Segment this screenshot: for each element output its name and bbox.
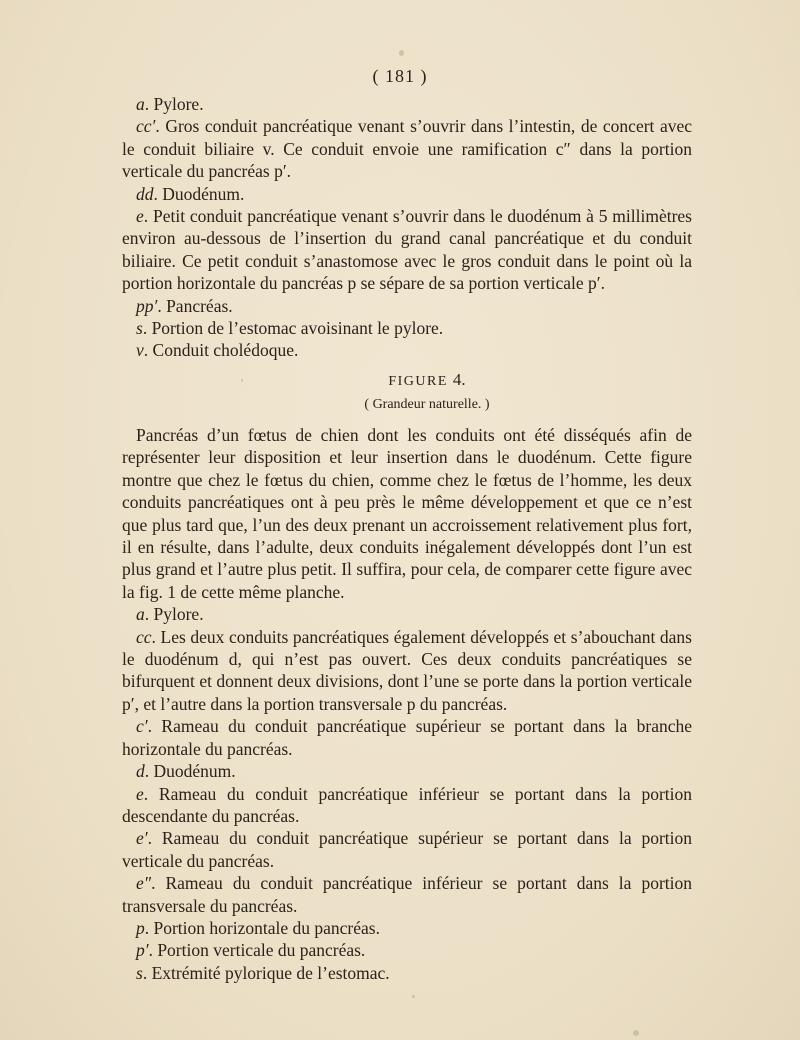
legend-key: s [136, 318, 143, 339]
legend-entry: e″. Rameau du conduit pancréatique inférieur se portant dans la portion transversale du pancréas. [122, 873, 693, 916]
legend-key: e [136, 206, 144, 227]
legend-entry: a. Pylore. [136, 94, 204, 114]
legend-key: e″ [136, 873, 152, 894]
legend-entry: a. Pylore. [136, 604, 204, 625]
legend-entry: e. Rameau du conduit pancréatique inférieur se portant dans la portion descendante du pancréas. [122, 783, 692, 826]
figure-number: 4. [452, 370, 466, 389]
legend-text: Duodénum. [162, 183, 245, 204]
legend-text: Rameau du conduit pancréatique inférieur se portant dans la portion transversale du pancréas. [122, 873, 693, 916]
legend-key: a [136, 94, 145, 114]
legend-text: Conduit cholédoque. [152, 340, 299, 361]
legend-key: dd [136, 183, 154, 204]
legend-key: pp′ [136, 295, 158, 316]
legend-key: e′ [136, 828, 148, 849]
figure-subtitle: ( Grandeur naturelle. ) [364, 397, 490, 412]
legend-entry: cc. Les deux conduits pancréatiques également développés et s’abouchant dans le duodénum d, qui n’est pas ouvert. Ces deux conduits pancréatiques se bifurquent et donnent deux divisions, dont l’une se porte dans la portion verticale p′, et l’autre dans la portion transversale p du pancréas. [122, 626, 692, 714]
legend-text: Portion horizontale du pancréas. [153, 917, 380, 938]
legend-key: s [136, 962, 143, 983]
legend-entry: dd. Duodénum. [136, 183, 245, 204]
legend-text: Pancréas. [166, 295, 233, 316]
figure-description-block [122, 424, 692, 984]
legend-key: a [136, 604, 145, 625]
legend-entry: s. Portion de l’estomac avoisinant le pylore. [136, 318, 444, 339]
legend-text: Extrémité pylorique de l’estomac. [151, 962, 390, 983]
figure-label: FIGURE [388, 374, 448, 389]
legend-text: Les deux conduits pancréatiques également développés et s’abouchant dans le duodénum d, qui n’est pas ouvert. Ces deux conduits pancréatiques se bifurquent et donnent deux divisions, dont l’une se porte dans la portion verticale p′, et l’autre dans la portion transversale p du pancréas. [122, 626, 692, 714]
page-number: ( 181 ) [372, 66, 428, 86]
legend-text: Pylore. [153, 604, 204, 625]
legend-key: p [136, 917, 145, 938]
legend-text: Rameau du conduit pancréatique inférieur se portant dans la portion descendante du pancréas. [122, 783, 692, 826]
legend-entry: p. Portion horizontale du pancréas. [136, 917, 380, 938]
paper-spot [412, 995, 415, 998]
legend-key: d [136, 761, 145, 782]
figure-description: Pancréas d’un fœtus de chien dont les conduits ont été disséqués afin de représenter leur disposition et leur insertion dans le duodénum. Cette figure montre que chez le fœtus du chien, comme chez le fœtus de l’homme, les deux conduits pancréatiques ont à peu près le même développement et que ce n’est que plus tard que, l’un des deux prenant un accroissement relativement plus fort, il en résulte, dans l’adulte, deux conduits inégalement développés dont l’un est plus grand et l’autre plus petit. Il suffira, pour cela, de comparer cette figure avec la fig. 1 de cette même planche. [122, 425, 692, 602]
legend-text: Pylore. [153, 94, 204, 114]
legend-text: Portion de l’estomac avoisinant le pylore. [151, 318, 444, 339]
legend-text: Rameau du conduit pancréatique supérieur se portant dans la branche horizontale du pancréas. [122, 716, 693, 759]
legend-key: v [136, 340, 144, 361]
legend-text: Portion verticale du pancréas. [157, 940, 366, 961]
legend-key: e [136, 783, 144, 804]
legend-entry: c′. Rameau du conduit pancréatique supérieur se portant dans la branche horizontale du pancréas. [122, 716, 693, 759]
legend-entry: p′. Portion verticale du pancréas. [136, 940, 366, 961]
legend-key: p′ [136, 940, 149, 961]
legend-key: cc′ [136, 116, 156, 137]
figure-heading [122, 369, 692, 417]
legend-entry: d. Duodénum. [136, 761, 236, 782]
legend-text: Petit conduit pancréatique venant s’ouvrir dans le duodénum à 5 millimètres environ au-dessous de l’insertion du grand canal pancréatique et du conduit biliaire. Ce petit conduit s’anastomose avec le gros conduit dans le point où la portion horizontale du pancréas p se sépare de sa portion verticale p′. [122, 206, 692, 294]
paper-spot [399, 50, 404, 56]
legend-entry: cc′. Gros conduit pancréatique venant s’ouvrir dans l’intestin, de concert avec le conduit biliaire v. Ce conduit envoie une ramification c″ dans la portion verticale du pancréas p′. [122, 116, 693, 182]
legend-key: cc [136, 626, 152, 647]
legend-key: c′ [136, 716, 148, 737]
legend-entry: pp′. Pancréas. [136, 295, 233, 316]
figure-title [122, 369, 692, 393]
paper-spot [633, 1030, 639, 1036]
legend-part-1 [122, 93, 692, 362]
legend-entry: s. Extrémité pylorique de l’estomac. [136, 962, 390, 983]
legend-entry: e′. Rameau du conduit pancréatique supérieur se portant dans la portion verticale du pancréas. [122, 828, 693, 871]
legend-entry: e. Petit conduit pancréatique venant s’ouvrir dans le duodénum à 5 millimètres environ au-dessous de l’insertion du grand canal pancréatique et du conduit biliaire. Ce petit conduit s’anastomose avec le gros conduit dans le point où la portion horizontale du pancréas p se sépare de sa portion verticale p′. [122, 206, 692, 294]
legend-entry: v. Conduit cholédoque. [136, 340, 299, 361]
legend-text: Duodénum. [153, 761, 236, 782]
legend-part-2 [122, 603, 692, 984]
legend-text: Rameau du conduit pancréatique supérieur se portant dans la portion verticale du pancréas. [122, 828, 693, 871]
legend-text: Gros conduit pancréatique venant s’ouvrir dans l’intestin, de concert avec le conduit biliaire v. Ce conduit envoie une ramification c″ dans la portion verticale du pancréas p′. [122, 116, 693, 182]
